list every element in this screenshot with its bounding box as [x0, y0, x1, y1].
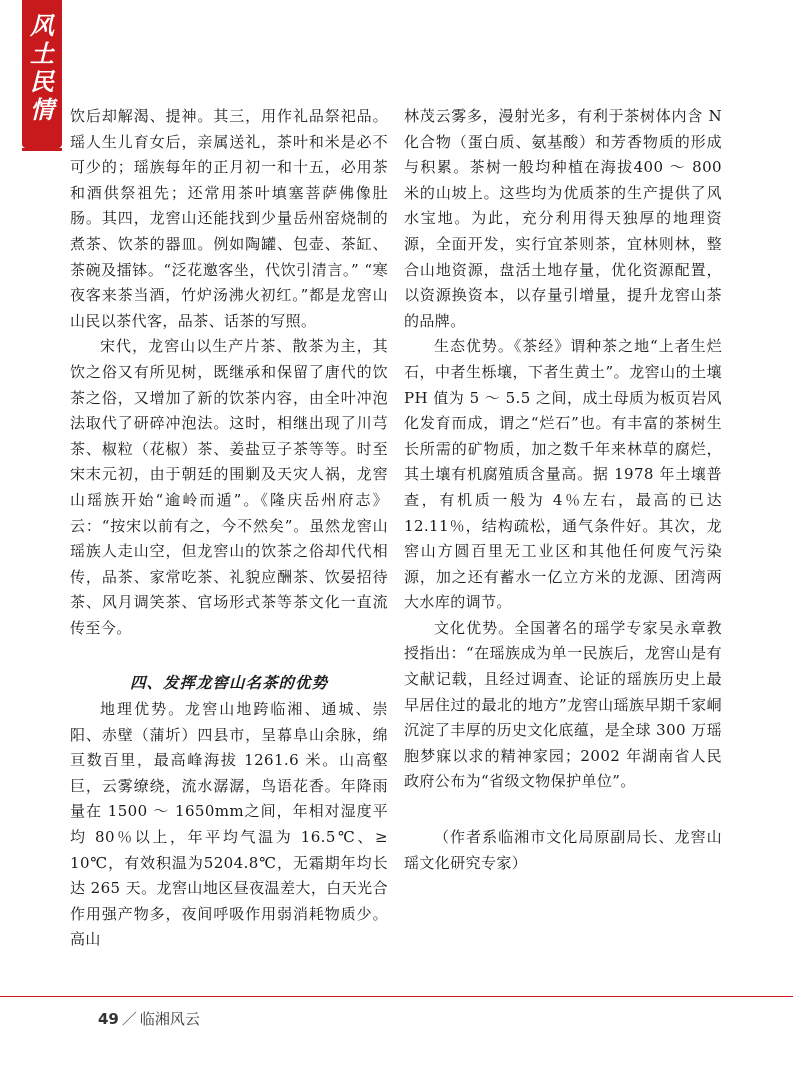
section-tab-char: 民 — [30, 67, 54, 96]
footer-rule — [0, 996, 793, 997]
left-text-column — [70, 104, 388, 953]
section-tab-char: 风 — [30, 11, 54, 40]
publication-name: 临湘风云 — [139, 1010, 200, 1028]
paragraph: 文化优势。全国著名的瑶学专家吴永章教授指出：“在瑶族成为单一民族后，龙窖山是有文献记载，且经过调查、论证的瑶族历史上最早居住过的最北的地方”龙窖山瑶族早期千家峒沉淀了丰厚的历史文化底蕴，是全球 300 万瑶胞梦寐以求的精神家园；2002 年湖南省人民政府公布为“省级文物保护单位”。 — [404, 618, 722, 791]
paragraph: 生态优势。《茶经》谓种茶之地“上者生烂石，中者生栎壤，下者生黄土”。龙窖山的土壤 PH 值为 5 ～ 5.5 之间，成土母质为板页岩风化发育而成，谓之“烂石”也。有丰富的茶树生长所需的矿物质，加之数千年来林草的腐烂，其土壤有机腐殖质含量高。据 1978 年土壤普查，有机质一般为 4％左右，最高的已达 12.11％，结构疏松，通气条件好。其次，龙窖山方圆百里无工业区和其他任何废气污染源，加之还有蓄水一亿立方米的龙源、团湾两大水库的调节。 — [404, 337, 722, 612]
section-tab-char: 土 — [30, 39, 54, 68]
page-number: 49 — [98, 1010, 119, 1028]
author-byline: （作者系临湘市文化局原副局长、龙窖山瑶文化研究专家） — [404, 828, 722, 872]
paragraph: 地理优势。龙窖山地跨临湘、通城、崇阳、赤壁（蒲圻）四县市，呈幕阜山余脉，绵亘数百里，最高峰海拔 1261.6 米。山高壑巨，云雾缭绕，流水潺潺，鸟语花香。年降雨量在 1500 ～ 1650mm之间，年相对湿度平均 80％以上，年平均气温为 16.5℃、≥ 10℃，有效积温为5204.8℃，无霜期年均长达 265 天。龙窖山地区昼夜温差大，白天光合作用强产物多，夜间呼吸作用弱消耗物质少。高山 — [70, 700, 388, 949]
paragraph: 林茂云雾多，漫射光多，有利于茶树体内含 N 化合物（蛋白质、氨基酸）和芳香物质的形成与积累。茶树一般均种植在海拔400 ～ 800 米的山坡上。这些均为优质茶的生产提供了风水宝地。为此，充分利用得天独厚的地理资源，全面开发，实行宜茶则茶，宜林则林，整合山地资源，盘活土地存量，优化资源配置，以资源换资本，以存量引增量，提升龙窖山茶的品牌。 — [404, 107, 722, 330]
paragraph: 宋代，龙窖山以生产片茶、散茶为主，其饮之俗又有所见树，既继承和保留了唐代的饮茶之俗，又增加了新的饮茶内容，由全叶冲泡法取代了研碎冲泡法。这时，相继出现了川芎茶、椒粒（花椒）茶、姜盐豆子茶等等。时至宋末元初，由于朝廷的围剿及天灾人祸，龙窖山瑶族开始“逾岭而遁”。《隆庆岳州府志》云：“按宋以前有之，今不然矣”。虽然龙窖山瑶族人走山空，但龙窖山的饮茶之俗却代代相传，品茶、家常吃茶、礼貌应酬茶、饮晏招待茶、风月调笑茶、官场形式茶等茶文化一直流传至今。 — [70, 337, 388, 637]
section-tab-underline — [22, 148, 62, 151]
footer-separator: ／ — [121, 1010, 137, 1028]
right-text-column — [404, 104, 722, 876]
section-tab — [22, 0, 62, 148]
section-tab-char: 情 — [30, 95, 54, 124]
page-footer — [98, 1008, 200, 1029]
section-heading: 四、发挥龙窖山名茶的优势 — [129, 673, 328, 693]
paragraph: 饮后却解渴、提神。其三，用作礼品祭祀品。瑶人生儿育女后，亲属送礼，茶叶和米是必不可少的；瑶族每年的正月初一和十五，必用茶和酒供祭祖先；还常用茶叶填塞菩萨佛像肚肠。其四，龙窖山还能找到少量岳州窑烧制的煮茶、饮茶的器皿。例如陶罐、包壶、茶缸、茶碗及擂钵。“泛花邀客坐，代饮引清言。” “寒夜客来茶当酒，竹炉汤沸火初红。”都是龙窖山山民以茶代客，品茶、话茶的写照。 — [70, 107, 388, 330]
